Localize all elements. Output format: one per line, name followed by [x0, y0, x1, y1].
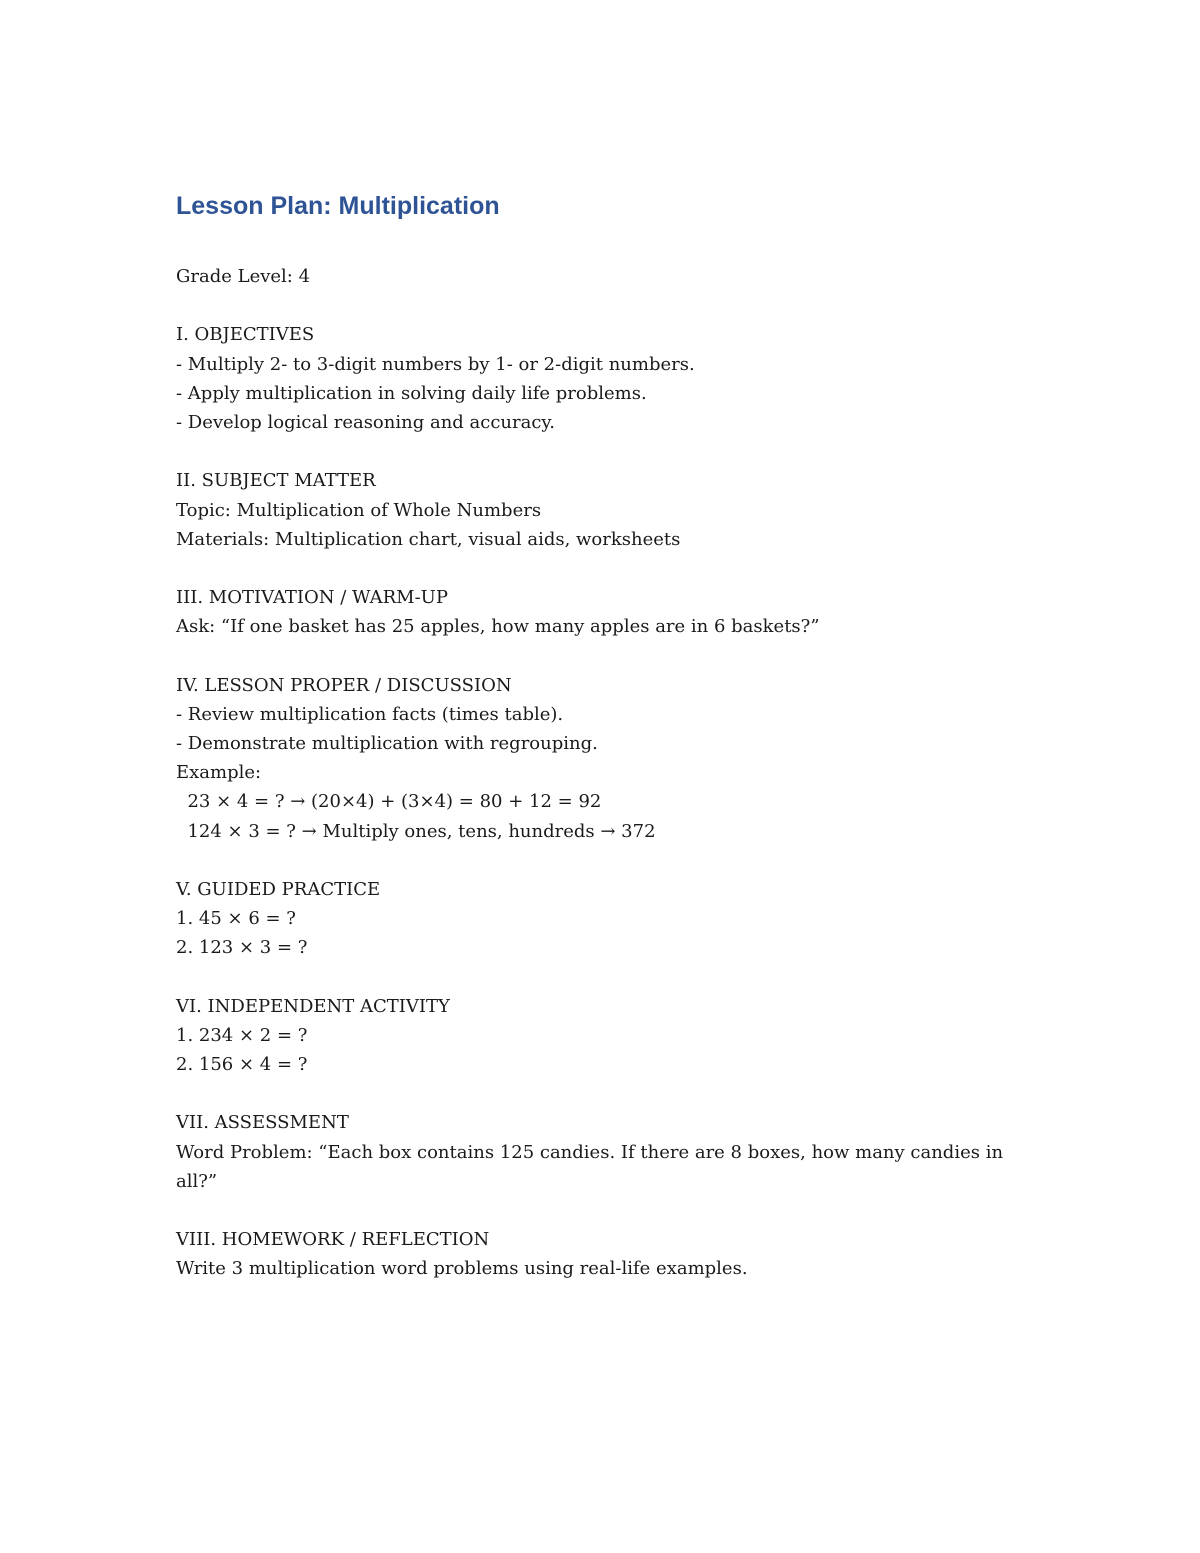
- document-title: Lesson Plan: Multiplication: [176, 192, 500, 220]
- homework-heading: VIII. HOMEWORK / REFLECTION: [176, 1229, 490, 1251]
- independent-activity-item: 1. 234 × 2 = ?: [176, 1024, 308, 1046]
- grade-level: Grade Level: 4: [176, 266, 311, 287]
- example-line: 23 × 4 = ? → (20×4) + (3×4) = 80 + 12 = 92: [176, 791, 602, 813]
- guided-practice-heading: V. GUIDED PRACTICE: [176, 878, 381, 900]
- spacer: [176, 291, 1036, 320]
- subject-materials: Materials: Multiplication chart, visual aids, worksheets: [176, 528, 681, 550]
- motivation-heading: III. MOTIVATION / WARM-UP: [176, 587, 448, 609]
- lesson-item: - Demonstrate multiplication with regrouping.: [176, 733, 598, 754]
- spacer: [176, 1079, 1036, 1108]
- document-page: [176, 190, 1036, 1284]
- subject-matter-heading: II. SUBJECT MATTER: [176, 470, 376, 492]
- objective-item: - Multiply 2- to 3-digit numbers by 1- or 2-digit numbers.: [176, 353, 695, 375]
- assessment-text: Word Problem: “Each box contains 125 candies. If there are 8 boxes, how many candies in all?”: [176, 1141, 1004, 1192]
- spacer: [176, 437, 1036, 466]
- objectives-heading: I. OBJECTIVES: [176, 324, 315, 346]
- lesson-proper-heading: IV. LESSON PROPER / DISCUSSION: [176, 674, 512, 696]
- motivation-text: Ask: “If one basket has 25 apples, how many apples are in 6 baskets?”: [176, 616, 820, 638]
- spacer: [176, 554, 1036, 583]
- homework-text: Write 3 multiplication word problems using real-life examples.: [176, 1258, 748, 1280]
- example-label: Example:: [176, 762, 262, 784]
- guided-practice-item: 2. 123 × 3 = ?: [176, 937, 308, 959]
- guided-practice-item: 1. 45 × 6 = ?: [176, 908, 296, 930]
- assessment-heading: VII. ASSESSMENT: [176, 1112, 349, 1134]
- objective-item: - Develop logical reasoning and accuracy.: [176, 411, 555, 433]
- independent-activity-item: 2. 156 × 4 = ?: [176, 1054, 308, 1076]
- lesson-item: - Review multiplication facts (times table).: [176, 703, 564, 725]
- spacer: [176, 641, 1036, 670]
- example-line: 124 × 3 = ? → Multiply ones, tens, hundreds → 372: [176, 820, 656, 842]
- objective-item: - Apply multiplication in solving daily life problems.: [176, 382, 647, 404]
- spacer: [176, 963, 1036, 992]
- spacer: [176, 846, 1036, 875]
- subject-topic: Topic: Multiplication of Whole Numbers: [176, 499, 542, 521]
- spacer: [176, 1196, 1036, 1225]
- independent-activity-heading: VI. INDEPENDENT ACTIVITY: [176, 995, 450, 1017]
